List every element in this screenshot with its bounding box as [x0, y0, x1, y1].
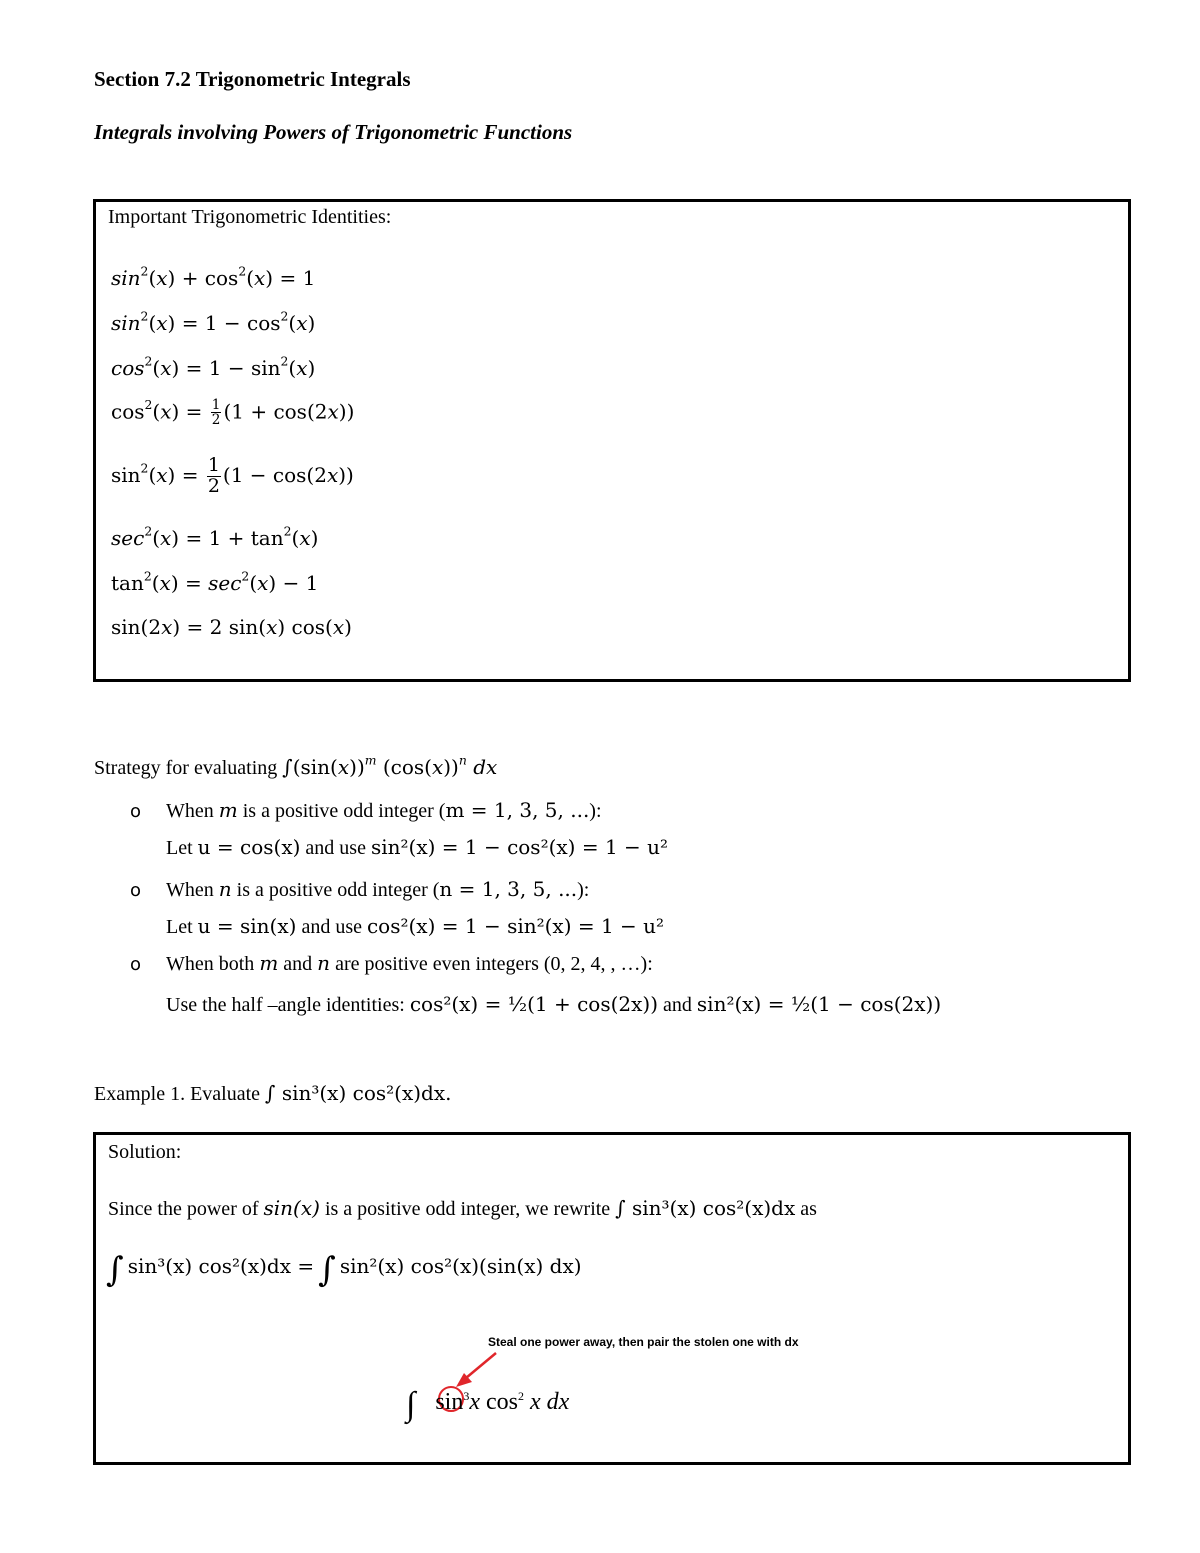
- example-expr: ∫ sin³(x) cos²(x)dx.: [265, 1081, 452, 1105]
- strategy-item-2-action: Let u = sin(x) and use cos²(x) = 1 − sin²(x) = 1 − u²: [166, 914, 665, 938]
- solution-label: Solution:: [108, 1141, 182, 1163]
- identity-7: $\tan^2(x) = \sec^2(x) - 1$: [111, 568, 319, 595]
- example-line: [94, 1081, 451, 1106]
- strategy-item-1-action: Let u = cos(x) and use sin²(x) = 1 − cos²(x) = 1 − u²: [166, 835, 669, 859]
- strategy-item-1-condition: When m is a positive odd integer (m = 1, 3, 5, ...):: [166, 798, 602, 822]
- identity-5: $\sin^2(x)$ = $\frac{1}{2}$ (1 − cos(2x)): [111, 454, 354, 497]
- strategy-expr: $\int(\sin(x))^m$ $(\cos(x))^n$ dx: [282, 752, 498, 779]
- strategy-line: [94, 752, 498, 780]
- bullet-icon: o: [130, 801, 142, 822]
- section-subtitle: Integrals involving Powers of Trigonometric Functions: [94, 120, 573, 144]
- identity-3: $\cos^2(x) = 1 - \sin^2(x)$: [111, 353, 316, 380]
- integral-sign: ∫: [106, 1250, 124, 1290]
- identity-8: sin(2x) = 2 sin(x) cos(x): [111, 615, 352, 639]
- bullet-icon: o: [130, 880, 142, 901]
- annotation-text: Steal one power away, then pair the stolen one with dx: [488, 1335, 799, 1349]
- section-title: Section 7.2 Trigonometric Integrals: [94, 67, 411, 91]
- identity-2: $\sin^2(x) = 1 - \cos^2(x)$: [111, 308, 316, 335]
- identities-box: [93, 199, 1131, 682]
- integral-sign: ∫: [318, 1250, 336, 1290]
- strategy-intro: Strategy for evaluating: [94, 757, 278, 779]
- rewrite-equation: ∫ sin³(x) cos²(x)dx = ∫ sin²(x) cos²(x)(sin(x) dx): [106, 1250, 582, 1290]
- strategy-item-3-condition: When both m and n are positive even integers (0, 2, 4, , …):: [166, 951, 653, 975]
- identities-label: Important Trigonometric Identities:: [108, 206, 392, 228]
- strategy-item-3-action: Use the half –angle identities: cos²(x) = ½(1 + cos(2x)) and sin²(x) = ½(1 − cos(2x)): [166, 992, 942, 1016]
- bullet-icon: o: [130, 954, 142, 975]
- strategy-item-2-condition: When n is a positive odd integer (n = 1, 3, 5, ...):: [166, 877, 590, 901]
- identity-1: $\sin^2(x) + \cos^2(x) = 1$: [111, 263, 316, 290]
- example-label: Example 1. Evaluate: [94, 1083, 261, 1105]
- identity-6: $\sec^2(x) = 1 + \tan^2(x)$: [111, 523, 319, 550]
- solution-box: [93, 1132, 1131, 1465]
- solution-text: Since the power of sin(x) is a positive odd integer, we rewrite ∫ sin³(x) cos²(x)dx as: [108, 1196, 817, 1220]
- identity-4: $\cos^2(x)$ = $\frac{1}{2}$ (1 + cos(2x)): [111, 396, 355, 429]
- handwritten-expression: ∫ $\sin^3x$ $\cos^2 x$ dx: [406, 1386, 570, 1423]
